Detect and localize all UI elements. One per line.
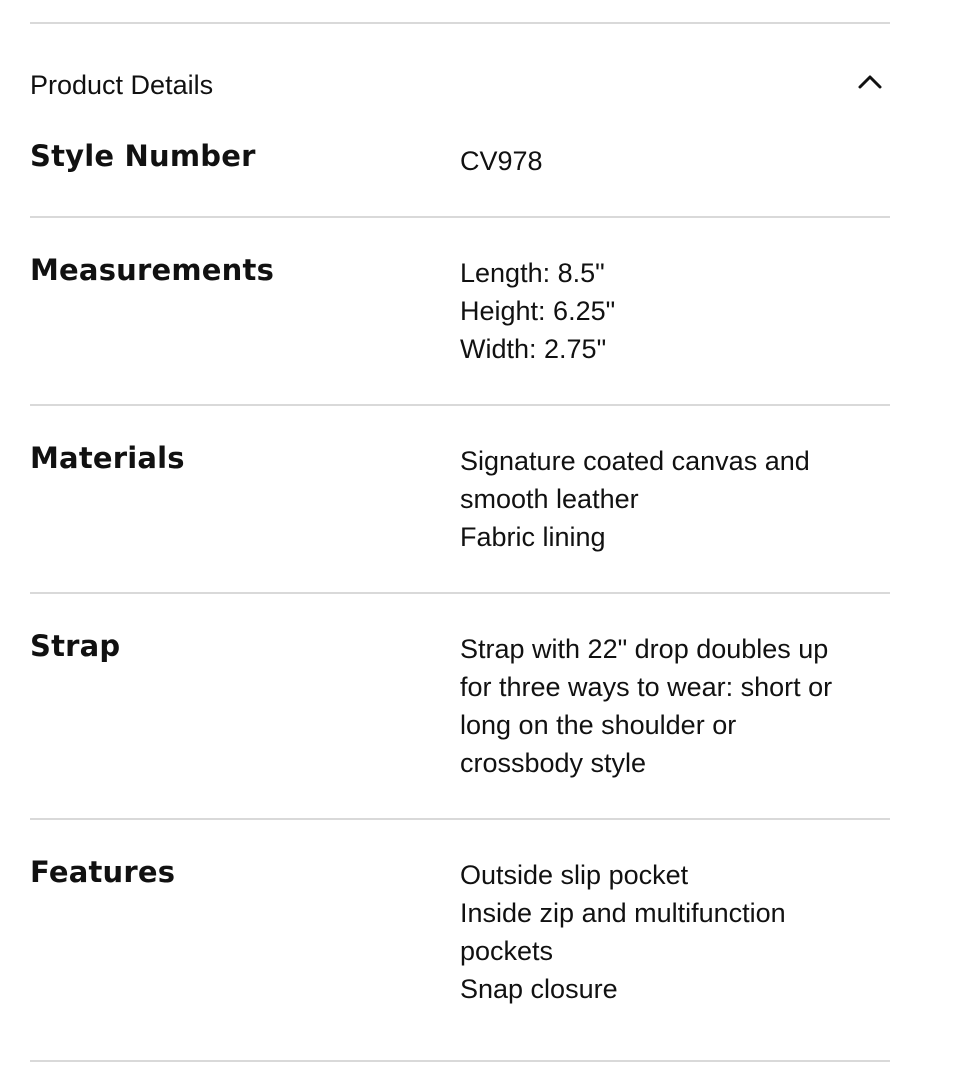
detail-value-line: Strap with 22" drop doubles up	[460, 634, 829, 664]
detail-value	[460, 254, 880, 368]
detail-row-strap	[30, 594, 890, 818]
detail-label: Features	[30, 855, 176, 889]
detail-value-line: Length: 8.5"	[460, 258, 605, 288]
detail-value-line: Width: 2.75"	[460, 334, 607, 364]
detail-value-line: for three ways to wear: short or	[460, 672, 833, 702]
detail-row-measurements	[30, 218, 890, 404]
detail-value	[460, 856, 880, 1008]
chevron-up-icon[interactable]	[856, 72, 884, 92]
detail-label: Measurements	[30, 253, 275, 287]
detail-row-features	[30, 820, 890, 1060]
accordion-title: Product Details	[30, 70, 214, 100]
detail-value-line: Snap closure	[460, 974, 618, 1004]
detail-row-materials	[30, 406, 890, 592]
detail-value-line: Fabric lining	[460, 522, 606, 552]
detail-value-line: Height: 6.25"	[460, 296, 616, 326]
detail-row-style-number	[30, 114, 890, 216]
detail-value-line: long on the shoulder or	[460, 710, 737, 740]
product-details-toggle[interactable]	[30, 24, 890, 114]
detail-label: Style Number	[30, 139, 256, 173]
detail-value-line: smooth leather	[460, 484, 639, 514]
detail-value-line: Outside slip pocket	[460, 860, 689, 890]
detail-value	[460, 442, 880, 556]
bottom-divider	[30, 1060, 890, 1062]
product-details-accordion	[30, 22, 890, 1062]
detail-label: Materials	[30, 441, 185, 475]
detail-value-line: Inside zip and multifunction	[460, 898, 786, 928]
detail-value	[460, 630, 880, 782]
detail-value-line: pockets	[460, 936, 554, 966]
detail-value	[460, 142, 880, 180]
detail-label: Strap	[30, 629, 121, 663]
detail-value-line: CV978	[460, 146, 543, 176]
detail-value-line: crossbody style	[460, 748, 647, 778]
detail-value-line: Signature coated canvas and	[460, 446, 810, 476]
